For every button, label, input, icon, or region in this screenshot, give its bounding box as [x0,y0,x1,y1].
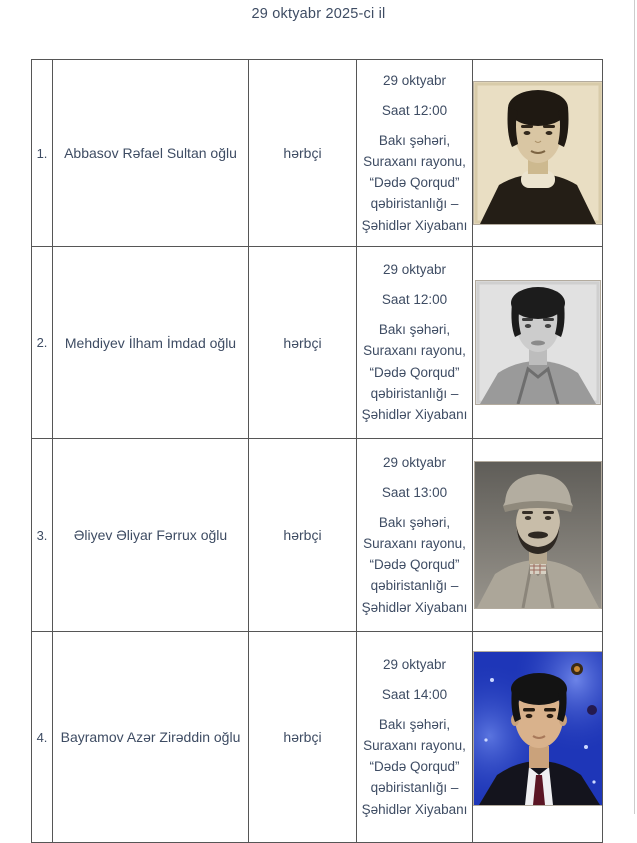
ceremony-info [357,632,473,843]
ceremony-location: Bakı şəhəri, Suraxanı rayonu, “Dədə Qorqud” qəbiristanlığı – Şəhidlər Xiyabanı [361,716,468,817]
ceremony-time: Saat 12:00 [381,292,448,308]
ceremony-time: Saat 14:00 [381,686,448,702]
row-number: 3. [32,439,53,632]
ceremony-time: Saat 13:00 [381,484,448,500]
person-name: Əliyev Əliyar Fərrux oğlu [53,439,249,632]
ceremony-date: 29 oktyabr [382,72,447,88]
table-row [32,60,603,247]
photo-cell [473,439,603,632]
photo-cell [473,632,603,843]
portrait-photo [473,81,603,225]
occupation: hərbçi [249,247,357,439]
ceremony-location: Bakı şəhəri, Suraxanı rayonu, “Dədə Qorqud” qəbiristanlığı – Şəhidlər Xiyabanı [361,132,468,233]
occupation: hərbçi [249,439,357,632]
portrait-photo [475,280,601,405]
ceremony-time: Saat 12:00 [381,102,448,118]
ceremony-info [357,60,473,247]
page-title: 29 oktyabr 2025-ci il [251,6,386,22]
ceremony-date: 29 oktyabr [382,656,447,672]
ceremony-info [357,439,473,632]
row-number: 1. [32,60,53,247]
table-row [32,247,603,439]
ceremony-info [357,247,473,439]
row-number: 2. [32,247,53,439]
ceremony-date: 29 oktyabr [382,262,447,278]
portrait-photo [474,461,602,609]
photo-cell [473,247,603,439]
photo-cell [473,60,603,247]
table-row [32,439,603,632]
ceremony-date: 29 oktyabr [382,454,447,470]
row-number: 4. [32,632,53,843]
ceremony-location: Bakı şəhəri, Suraxanı rayonu, “Dədə Qorqud” qəbiristanlığı – Şəhidlər Xiyabanı [361,322,468,423]
table-row [32,632,603,843]
occupation: hərbçi [249,632,357,843]
memorial-table [31,59,603,843]
person-name: Abbasov Rəfael Sultan oğlu [53,60,249,247]
person-name: Mehdiyev İlham İmdad oğlu [53,247,249,439]
portrait-photo [473,651,603,806]
occupation: hərbçi [249,60,357,247]
person-name: Bayramov Azər Zirəddin oğlu [53,632,249,843]
page-edge-line [634,0,635,814]
ceremony-location: Bakı şəhəri, Suraxanı rayonu, “Dədə Qorqud” qəbiristanlığı – Şəhidlər Xiyabanı [361,514,468,615]
